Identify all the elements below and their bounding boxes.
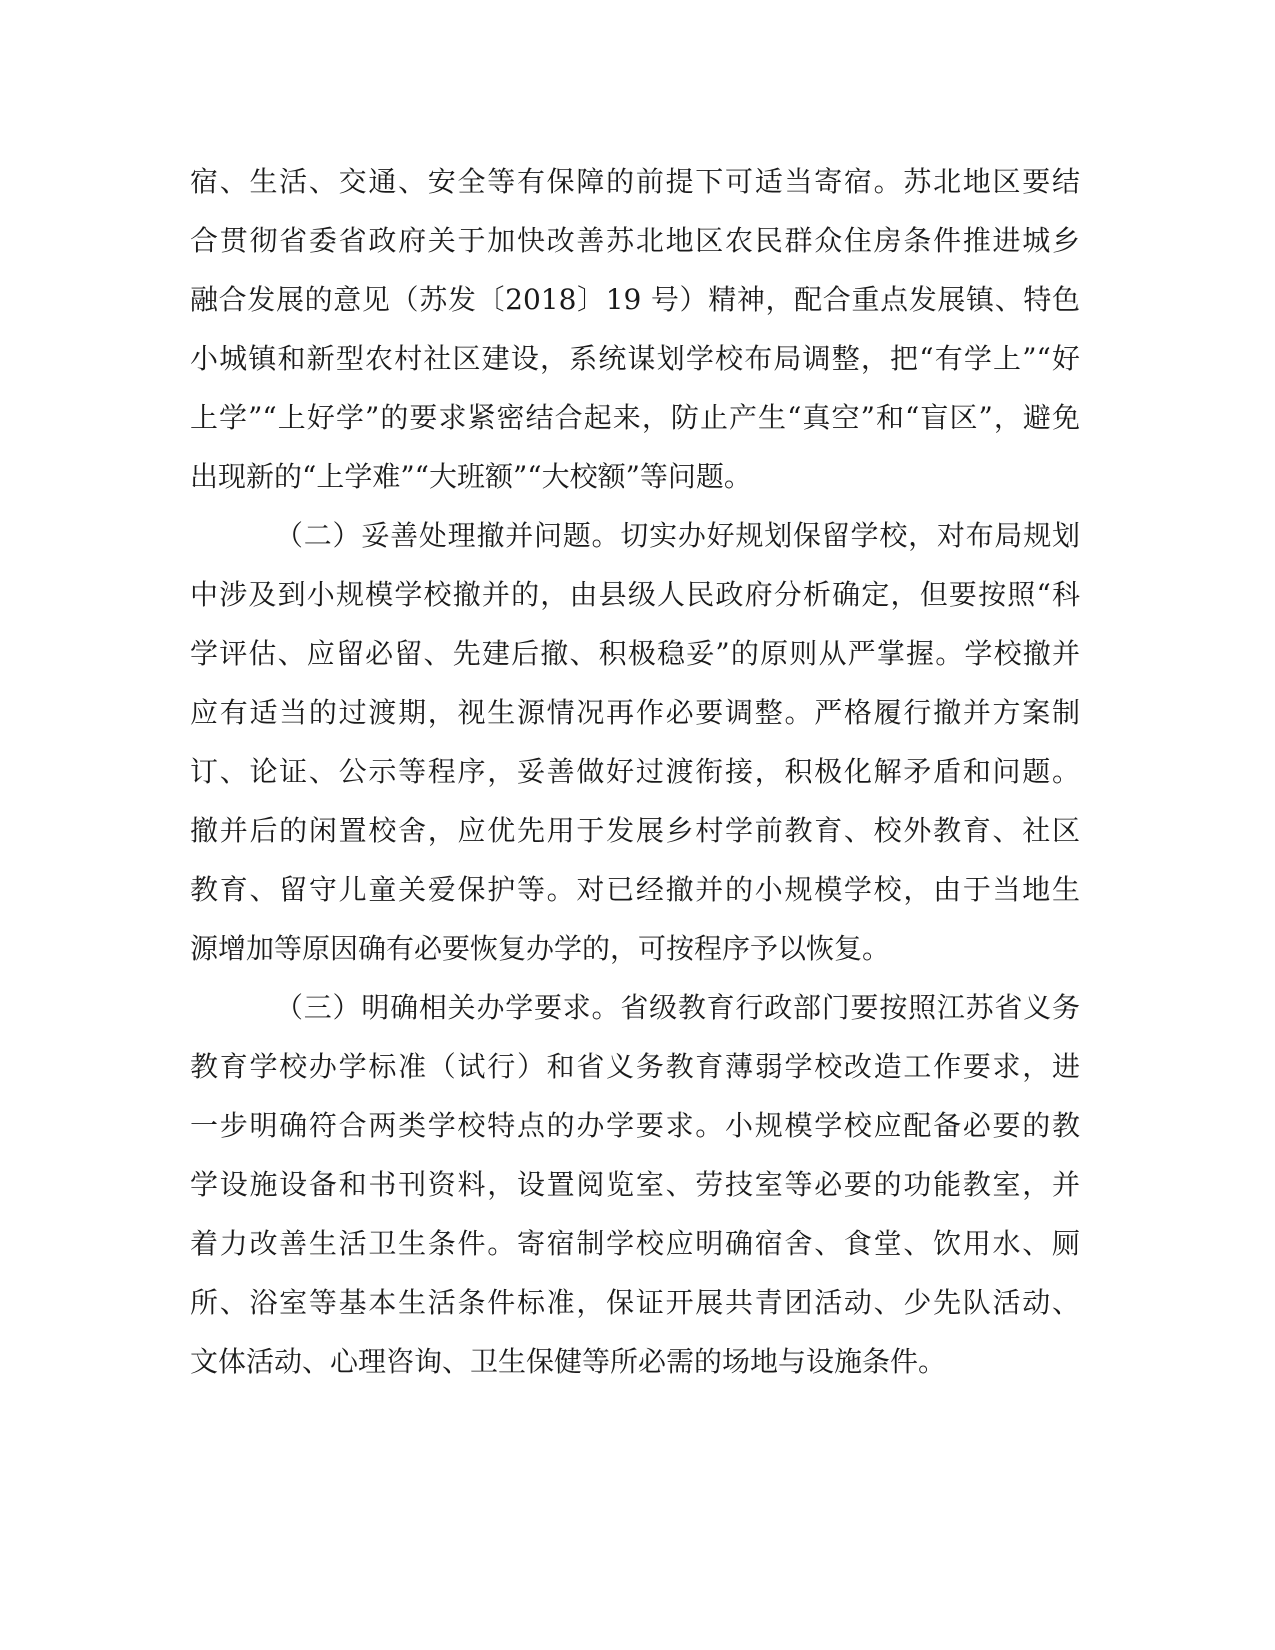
paragraph-line: 所、浴室等基本生活条件标准，保证开展共青团活动、少先队活动、 — [190, 1286, 1080, 1319]
paragraph-line: 教育、留守儿童关爱保护等。对已经撤并的小规模学校，由于当地生 — [190, 873, 1080, 906]
paragraph-line: 教育学校办学标准（试行）和省义务教育薄弱学校改造工作要求，进 — [190, 1050, 1080, 1083]
section-heading-line: （二）妥善处理撤并问题。切实办好规划保留学校，对布局规划 — [275, 519, 1080, 552]
paragraph-line: 应有适当的过渡期，视生源情况再作必要调整。严格履行撤并方案制 — [190, 696, 1080, 729]
paragraph-line: 着力改善生活卫生条件。寄宿制学校应明确宿舍、食堂、饮用水、厕 — [190, 1227, 1080, 1260]
paragraph-line: 订、论证、公示等程序，妥善做好过渡衔接，积极化解矛盾和问题。 — [190, 755, 1080, 788]
paragraph-line: 小城镇和新型农村社区建设，系统谋划学校布局调整，把“有学上”“好 — [190, 342, 1080, 375]
paragraph-line: 合贯彻省委省政府关于加快改善苏北地区农民群众住房条件推进城乡 — [190, 224, 1080, 257]
section-heading-line: （三）明确相关办学要求。省级教育行政部门要按照江苏省义务 — [275, 991, 1080, 1024]
paragraph-line: 出现新的“上学难”“大班额”“大校额”等问题。 — [190, 460, 752, 493]
paragraph-line: 融合发展的意见（苏发〔2018〕19 号）精神，配合重点发展镇、特色 — [190, 283, 1080, 316]
paragraph-line: 学评估、应留必留、先建后撤、积极稳妥”的原则从严掌握。学校撤并 — [190, 637, 1080, 670]
paragraph-line: 上学”“上好学”的要求紧密结合起来，防止产生“真空”和“盲区”，避免 — [190, 401, 1080, 434]
paragraph-line: 源增加等原因确有必要恢复办学的，可按程序予以恢复。 — [190, 932, 891, 965]
paragraph-line: 一步明确符合两类学校特点的办学要求。小规模学校应配备必要的教 — [190, 1109, 1080, 1142]
paragraph-line: 撤并后的闲置校舍，应优先用于发展乡村学前教育、校外教育、社区 — [190, 814, 1080, 847]
paragraph-line: 文体活动、心理咨询、卫生保健等所必需的场地与设施条件。 — [190, 1345, 947, 1378]
paragraph-line: 宿、生活、交通、安全等有保障的前提下可适当寄宿。苏北地区要结 — [190, 165, 1080, 198]
paragraph-line: 中涉及到小规模学校撤并的，由县级人民政府分析确定，但要按照“科 — [190, 578, 1080, 611]
paragraph-line: 学设施设备和书刊资料，设置阅览室、劳技室等必要的功能教室，并 — [190, 1168, 1080, 1201]
